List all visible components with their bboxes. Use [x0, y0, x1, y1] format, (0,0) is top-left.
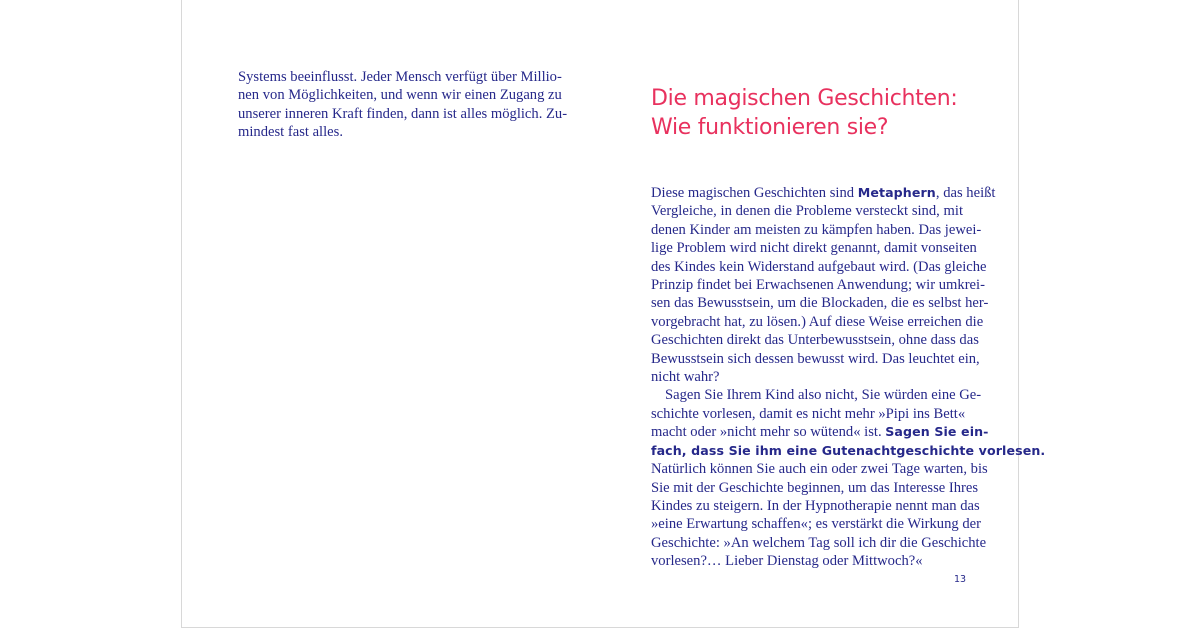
paragraph-2	[651, 386, 1046, 570]
text-line: schichte vorlesen, damit es nicht mehr »Pipi ins Bett«	[651, 405, 966, 422]
text-line: vorlesen?… Lieber Dienstag oder Mittwoch?«	[651, 553, 923, 570]
text-line	[651, 184, 996, 202]
text-line: Kindes zu steigern. In der Hypnotherapie nennt man das	[651, 497, 980, 514]
bold-term: Metaphern	[857, 185, 936, 200]
text-line: sen das Bewusstsein, um die Blockaden, die es selbst her-	[651, 295, 989, 312]
text-line: Systems beeinflusst. Jeder Mensch verfügt über Millio-	[238, 69, 562, 85]
left-page	[238, 68, 568, 142]
left-paragraph	[238, 68, 568, 142]
bold-text: Sagen Sie ein-	[885, 424, 989, 440]
text-line: Natürlich können Sie auch ein oder zwei Tage warten, bis	[651, 461, 988, 478]
chapter-heading	[651, 84, 963, 142]
text-line: vorgebracht hat, zu lösen.) Auf diese Weise erreichen die	[651, 313, 984, 330]
text-line: lige Problem wird nicht direkt genannt, damit vonseiten	[651, 240, 977, 257]
text-line: Sie mit der Geschichte beginnen, um das Interesse Ihres	[651, 479, 979, 496]
paragraph-1	[651, 184, 996, 386]
text-line: Prinzip findet bei Erwachsenen Anwendung; wir umkrei-	[651, 277, 985, 294]
text-line: nicht wahr?	[651, 369, 720, 386]
right-page	[651, 84, 1046, 571]
heading-line-2: Wie funktionieren sie?	[651, 115, 889, 140]
text-line: nen von Möglichkeiten, und wenn wir einen Zugang zu	[238, 87, 562, 104]
text-line: Geschichte: »An welchem Tag soll ich dir die Geschichte	[651, 534, 987, 551]
text-line: Sagen Sie Ihrem Kind also nicht, Sie würden eine Ge-	[665, 387, 982, 404]
text-run: Diese magischen Geschichten sind	[651, 185, 858, 201]
text-line: Geschichten direkt das Unterbewusstsein, ohne dass das	[651, 332, 979, 349]
text-line: Vergleiche, in denen die Probleme versteckt sind, mit	[651, 203, 963, 220]
heading-line-1: Die magischen Geschichten:	[651, 86, 958, 111]
text-line: Bewusstsein sich dessen bewusst wird. Das leuchtet ein,	[651, 350, 980, 367]
text-line: denen Kinder am meisten zu kämpfen haben. Das jewei-	[651, 221, 982, 238]
text-run: , das heißt	[935, 185, 996, 201]
page-number: 13	[954, 574, 967, 585]
text-line: des Kindes kein Widerstand aufgebaut wird. (Das gleiche	[651, 258, 987, 275]
text-run: macht oder »nicht mehr so wütend« ist.	[651, 424, 886, 441]
text-line: »eine Erwartung schaffen«; es verstärkt die Wirkung der	[651, 516, 981, 533]
bold-text-line: fach, dass Sie ihm eine Gutenachtgeschichte vorlesen.	[651, 442, 1046, 458]
text-line: unserer inneren Kraft finden, dann ist alles möglich. Zu-	[238, 105, 568, 122]
text-line: mindest fast alles.	[238, 124, 343, 141]
text-line	[651, 423, 989, 441]
